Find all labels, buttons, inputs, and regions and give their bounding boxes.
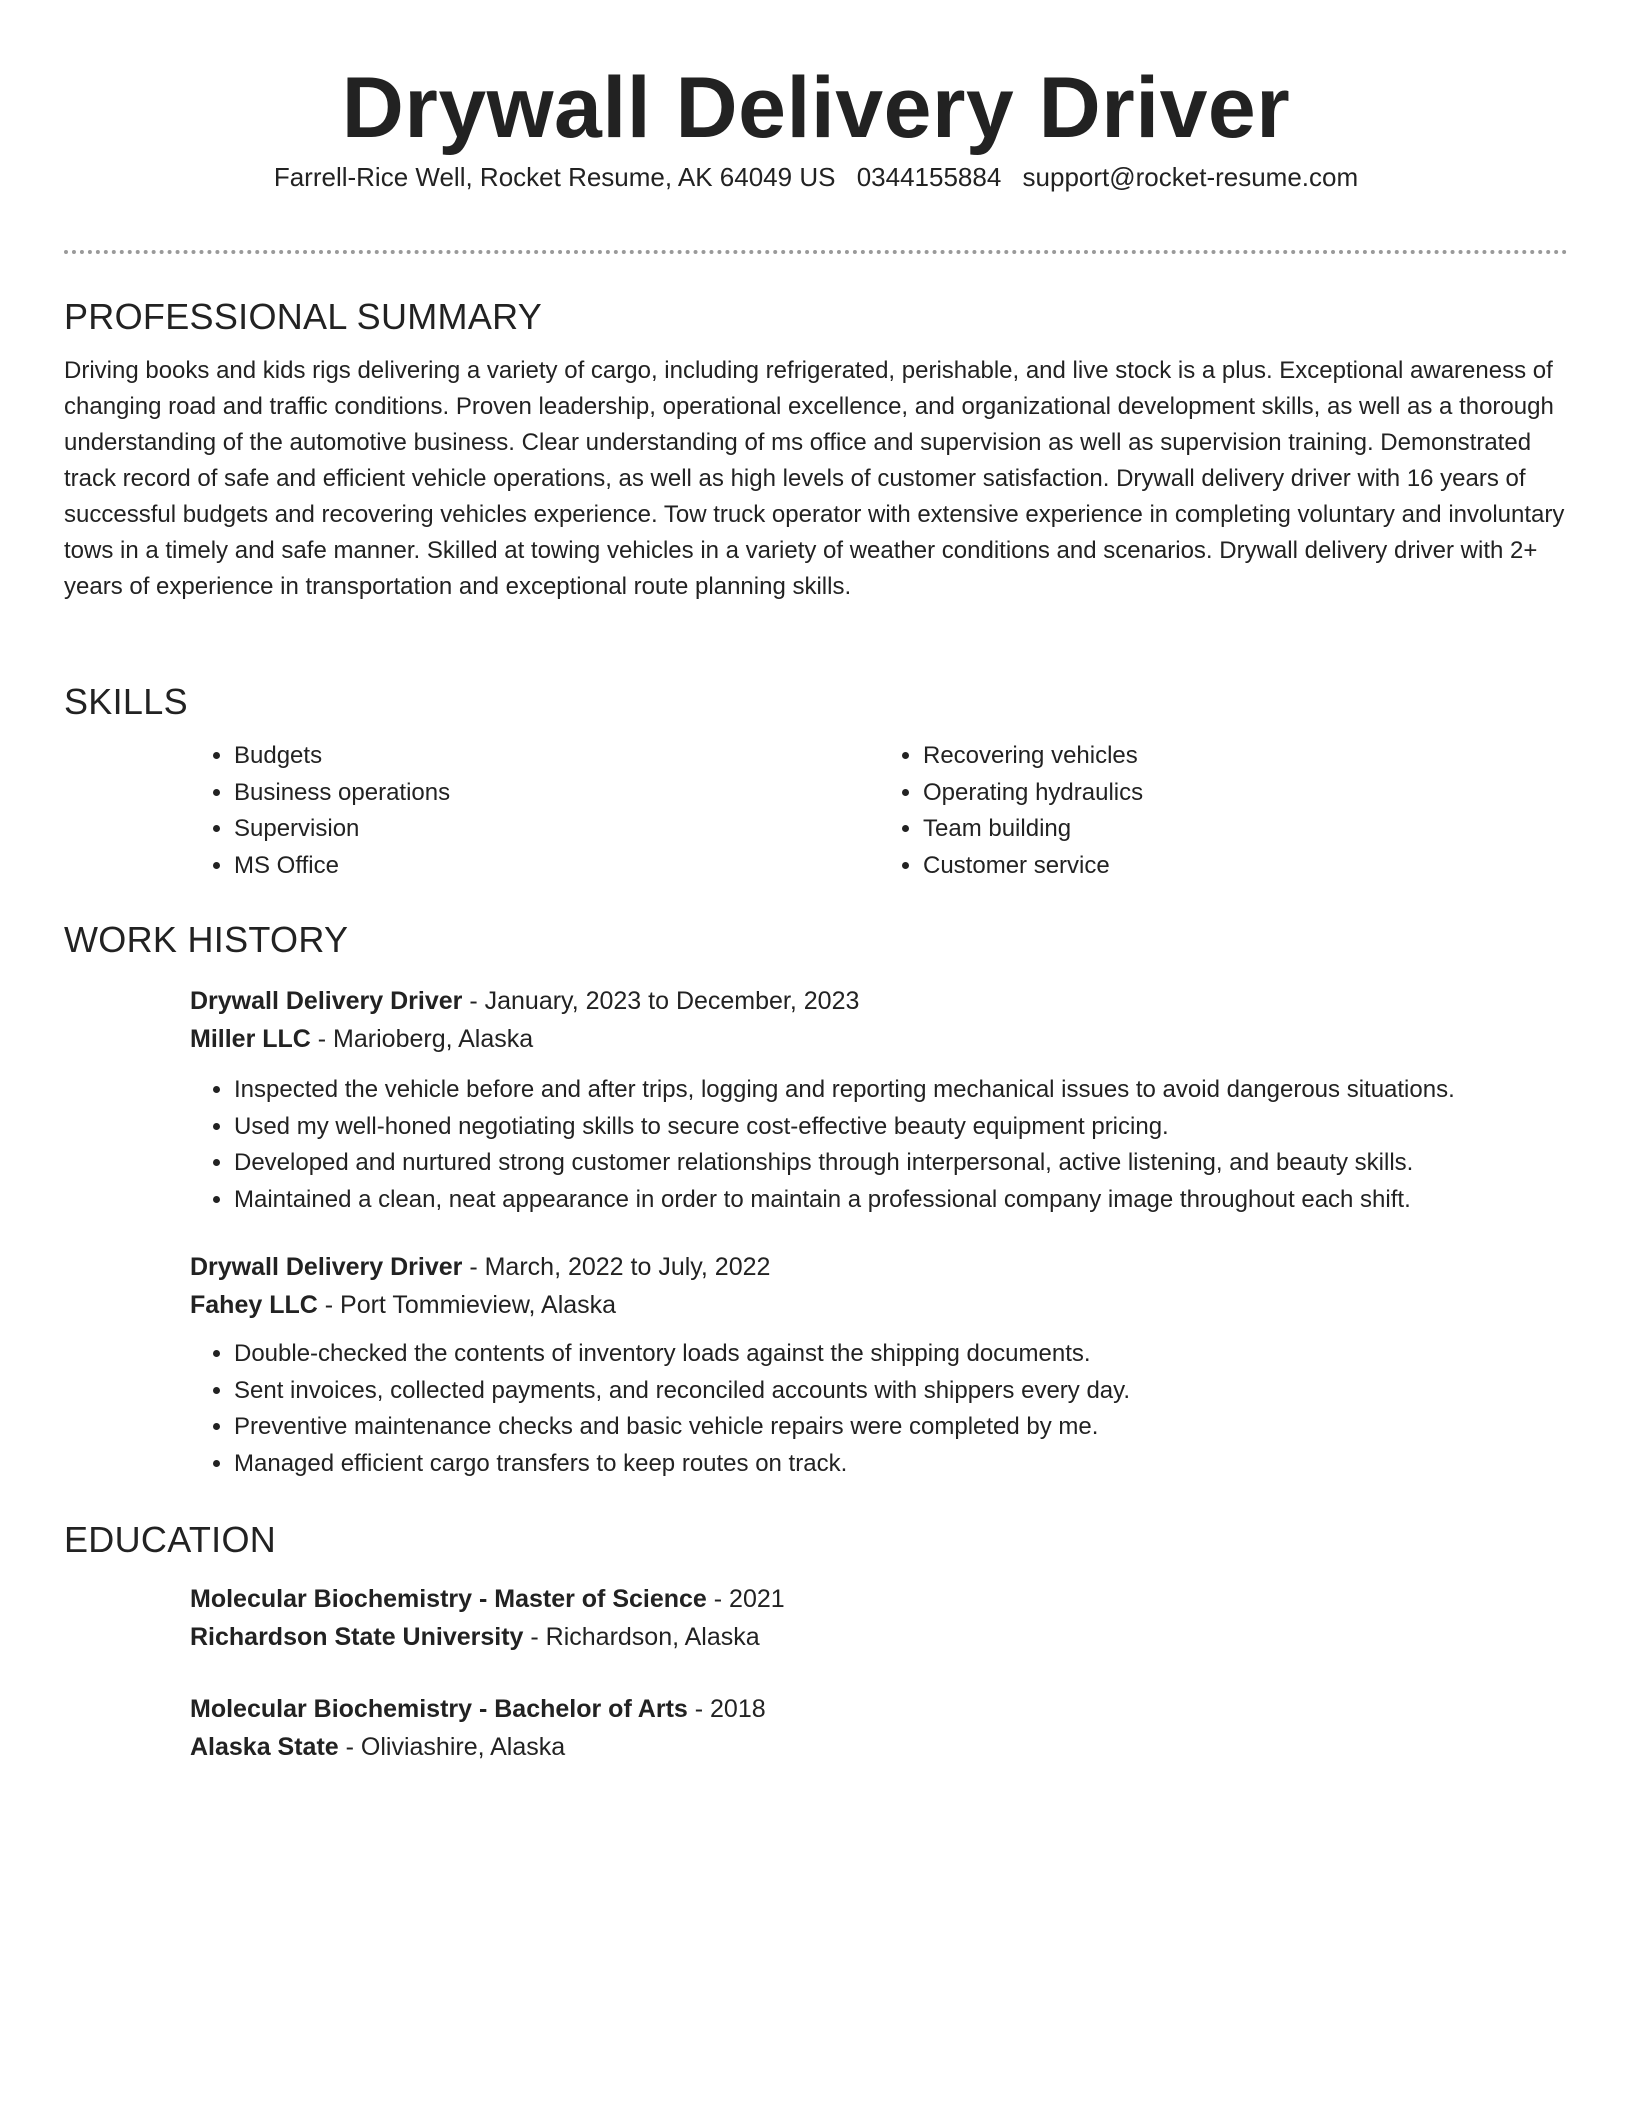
school: Richardson State University xyxy=(190,1623,524,1651)
school: Alaska State xyxy=(190,1733,339,1761)
job-bullet: • Inspected the vehicle before and after trips, logging and reporting mechanical issues to avoid dangerous situations. xyxy=(234,1072,1568,1109)
school-line xyxy=(190,1618,1568,1656)
skill-item: • MS Office xyxy=(234,848,879,885)
section-title-summary: PROFESSIONAL SUMMARY xyxy=(64,296,543,337)
skills-section xyxy=(64,680,1568,884)
skill-item: • Team building xyxy=(923,811,1568,848)
degree: Molecular Biochemistry - Master of Science xyxy=(190,1585,707,1613)
job-location: - Marioberg, Alaska xyxy=(310,1025,534,1053)
address: Farrell-Rice Well, Rocket Resume, AK 64049 US xyxy=(273,162,836,192)
school-location: - Oliviashire, Alaska xyxy=(338,1733,566,1761)
degree-line xyxy=(190,1580,1568,1618)
phone: 0344155884 xyxy=(856,162,1002,192)
skill-item: • Operating hydraulics xyxy=(923,775,1568,812)
skills-list-right xyxy=(879,738,1568,884)
job-role: Drywall Delivery Driver xyxy=(190,1253,463,1281)
job-bullet: • Used my well-honed negotiating skills to secure cost-effective beauty equipment pricing. xyxy=(234,1109,1568,1146)
job-entry xyxy=(190,1248,1568,1482)
skills-list-left xyxy=(190,738,879,884)
job-company-line xyxy=(190,1020,1568,1058)
work-history-section xyxy=(64,918,1568,1482)
section-title-education: EDUCATION xyxy=(64,1519,277,1560)
job-company: Fahey LLC xyxy=(190,1291,318,1319)
section-title-work: WORK HISTORY xyxy=(64,919,349,960)
job-bullets xyxy=(190,1336,1568,1482)
job-title-line xyxy=(190,1248,1568,1286)
job-dates: - January, 2023 to December, 2023 xyxy=(462,987,860,1015)
education-entry xyxy=(190,1580,1568,1656)
skill-item: • Supervision xyxy=(234,811,879,848)
summary-section xyxy=(64,295,1568,605)
degree-year: - 2021 xyxy=(706,1585,785,1613)
education-section xyxy=(64,1518,1568,1766)
job-role: Drywall Delivery Driver xyxy=(190,987,463,1015)
job-dates: - March, 2022 to July, 2022 xyxy=(462,1253,771,1281)
skill-item: • Customer service xyxy=(923,848,1568,885)
job-title-line xyxy=(190,982,1568,1020)
education-entry xyxy=(190,1690,1568,1766)
job-company-line xyxy=(190,1286,1568,1324)
degree-year: - 2018 xyxy=(687,1695,766,1723)
skill-item: • Budgets xyxy=(234,738,879,775)
candidate-name: Drywall Delivery Driver xyxy=(341,60,1291,156)
contact-info xyxy=(0,160,1632,194)
job-location: - Port Tommieview, Alaska xyxy=(317,1291,617,1319)
header-divider xyxy=(64,250,1568,254)
skills-columns xyxy=(190,738,1568,884)
job-bullets xyxy=(190,1072,1568,1218)
job-bullet: • Maintained a clean, neat appearance in order to maintain a professional company image throughout each shift. xyxy=(234,1182,1568,1219)
summary-text: Driving books and kids rigs delivering a variety of cargo, including refrigerated, perishable, and live stock is a plus. Exceptional awareness of changing road and traffic conditions. Proven leadership, operational excellence, and organizational development skills, as well as a thorough understanding of the automotive business. Clear understanding of ms office and supervision as well as supervision training. Demonstrated track record of safe and efficient vehicle operations, as well as high levels of customer satisfaction. Drywall delivery driver with 16 years of successful budgets and recovering vehicles experience. Tow truck operator with extensive experience in completing voluntary and involuntary tows in a timely and safe manner. Skilled at towing vehicles in a variety of weather conditions and scenarios. Drywall delivery driver with 2+ years of experience in transportation and exceptional route planning skills. xyxy=(64,357,1565,600)
degree-line xyxy=(190,1690,1568,1728)
email: support@rocket-resume.com xyxy=(1022,162,1359,192)
school-location: - Richardson, Alaska xyxy=(523,1623,760,1651)
job-bullet: • Sent invoices, collected payments, and reconciled accounts with shippers every day. xyxy=(234,1373,1568,1410)
skill-item: • Recovering vehicles xyxy=(923,738,1568,775)
job-company: Miller LLC xyxy=(190,1025,311,1053)
job-bullet: • Developed and nurtured strong customer relationships through interpersonal, active listening, and beauty skills. xyxy=(234,1145,1568,1182)
job-entry xyxy=(190,982,1568,1218)
job-bullet: • Double-checked the contents of inventory loads against the shipping documents. xyxy=(234,1336,1568,1373)
job-bullet: • Managed efficient cargo transfers to keep routes on track. xyxy=(234,1446,1568,1483)
degree: Molecular Biochemistry - Bachelor of Arts xyxy=(190,1695,688,1723)
section-title-skills: SKILLS xyxy=(64,681,188,722)
skill-item: • Business operations xyxy=(234,775,879,812)
school-line xyxy=(190,1728,1568,1766)
job-bullet: • Preventive maintenance checks and basic vehicle repairs were completed by me. xyxy=(234,1409,1568,1446)
